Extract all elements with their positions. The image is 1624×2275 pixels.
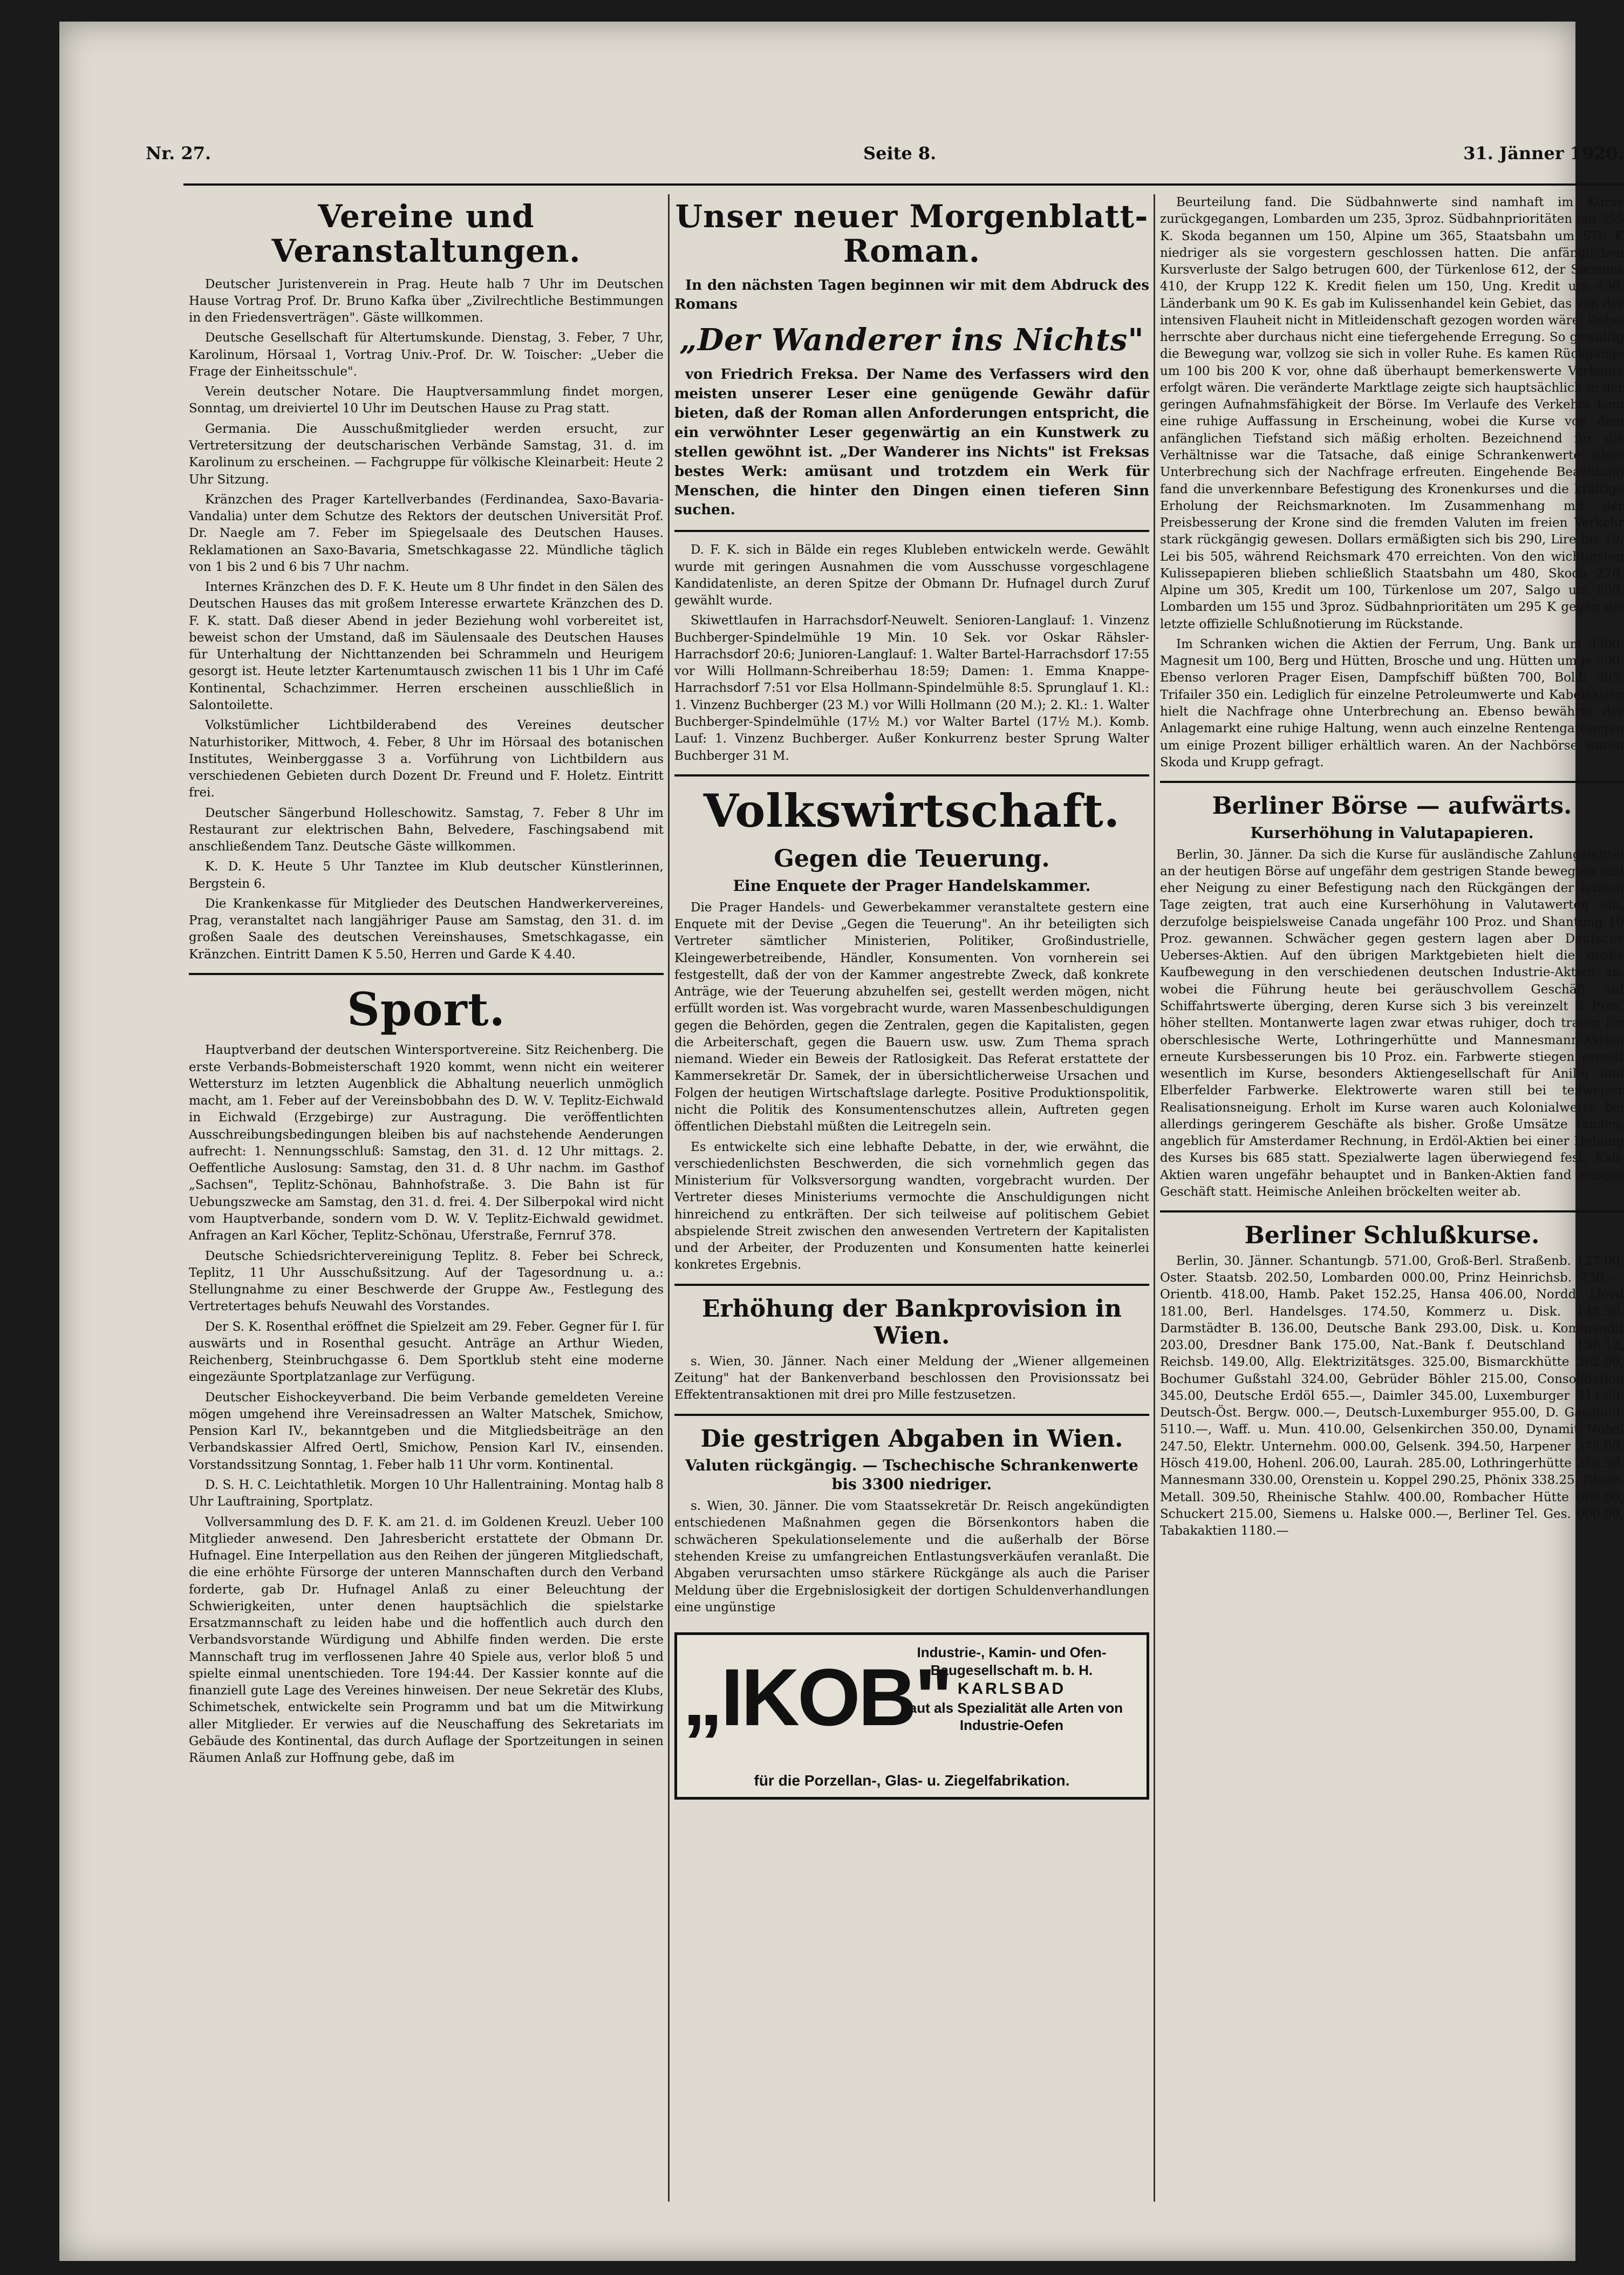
column-left [189, 194, 664, 2202]
vereine-item: Deutscher Sängerbund Holleschowitz. Samstag, 7. Feber 8 Uhr im Restaurant zur elektrischen Bahn, Belvedere, Faschingsabend mit anschließendem Tanz. Deutsche Gäste willkommen. [189, 806, 664, 854]
column-right [1160, 194, 1624, 2202]
sport-item: Hauptverband der deutschen Wintersportvereine. Sitz Reichenberg. Die erste Verbands-Bobmeisterschaft 1920 kommt, wenn nicht ein weiterer Wettersturz im letzten Augenblick die Abhaltung neuerlich unmöglich macht, am 1. Feber auf der Vereinsbobbahn des D. W. V. Teplitz-Eichwald in Eichwald (Erzgebirge) zur Austragung. Die veröffentlichten Ausschreibungsbedingungen bleiben bis auf nachstehende Aenderungen aufrecht: 1. Nennungsschluß: Samstag, den 31. d. 12 Uhr mittags. 2. Oeffentliche Auslosung: Samstag, den 31. d. 8 Uhr nachm. im Gasthof „Sachsen", Teplitz-Schönau, Bahnhofstraße. 3. Die Bahn ist für Uebungszwecke am Samstag, den 31. d. frei. 4. Der Silberpokal wird nicht vom Hauptverbande, sondern vom D. W. V. Teplitz-Eichwald gewidmet. Anfragen an Karl Köcher, Teplitz-Schönau, Uferstraße, Fernruf 378. [189, 1043, 664, 1243]
section-rule [1160, 781, 1624, 783]
abgaben-heading: Die gestrigen Abgaben in Wien. [700, 1425, 1123, 1453]
vereine-item: Verein deutscher Notare. Die Hauptversammlung findet morgen, Sonntag, um dreiviertel 10 Uhr im Deutschen Hause zu Prag statt. [189, 385, 664, 416]
schlusskurse-text: Berlin, 30. Jänner. Schantungb. 571.00, Groß-Berl. Straßenb. 127.00, Oster. Staatsb. 202.50, Lombarden 000.00, Prinz Heinrichsb. 730.—, Orientb. 418.00, Hamb. Paket 152.25, Hansa 406.00, Nordd. Lloyd 181.00, Berl. Handelsges. 174.50, Kommerz u. Disk. 148.50, Darmstädter B. 136.00, Deutsche Bank 293.00, Disk. u. Kommandit 203.00, Dresdner Bank 175.00, Nat.-Bank f. Deutschland 136.12, Reichsb. 149.00, Allg. Elektrizitätsges. 325.00, Bismarckhütte 362.00, Bochumer Gußstahl 324.00, Gebrüder Böhler 215.00, Consolidation 345.00, Deutsche Erdöl 655.—, Daimler 345.00, Luxemburger 314.50, Deutsch-Öst. Bergw. 000.—, Deutsch-Luxemburger 955.00, D. Gasglühl. 5110.—, Waff. u. Mun. 410.00, Gelsenkirchen 350.00, Dynamit Nobel 247.50, Elektr. Unternehm. 000.00, Gelsenk. 394.50, Harpener 378.00, Hösch 419.00, Hohenl. 206.00, Laurah. 285.00, Lothringerhütte 356.50, Mannesmann 330.00, Orenstein u. Koppel 290.25, Phönix 338.25, Rhein-Metall. 309.50, Rheinische Stahlw. 400.00, Rombacher Hütte 000.00, Schuckert 215.00, Siemens u. Halske 000.—, Berliner Tel. Ges. 000.00, Tabakaktien 1180.— [1160, 1254, 1624, 1538]
ski-item: D. F. K. sich in Bälde ein reges Klubleben entwickeln werde. Gewählt wurde mit geringen Ausnahmen die vom Ausschusse vorgeschlagene Kandidatenliste, an deren Spitze der Obmann Dr. Hufnagel durch Zuruf gewählt wurde. [674, 543, 1149, 608]
ad-specialty: baut als Spezialität alle Arten von [900, 1699, 1123, 1716]
column-middle [674, 194, 1149, 2202]
teuerung-heading: Gegen die Teuerung. [774, 845, 1050, 873]
berliner-text: Berlin, 30. Jänner. Da sich die Kurse für ausländische Zahlungsmittel an der heutigen Börse auf ungefähr dem gestrigen Stande bewegten und eher Neigung zu einer Befestigung nach den Rückgängen der letzten Tage zeigten, trat auch eine Kurserhöhung in Valutawerten ein, derzufolge beispielsweise Canada ungefähr 100 Proz. und Shantung 10 Proz. gewannen. Schwächer gegen gestern lagen aber Deutsche Ueberses-Aktien. Auf den übrigen Marktgebieten hielt die große Kaufbewegung in den verschiedenen deutschen Industrie-Aktien an, wobei die Führung heute bei geräuschvollem Geschäft auf Schiffahrtswerte überging, deren Kurse sich 3 bis vereinzelt 8 Proz. höher stellten. Montanwerte lagen zwar etwas ruhiger, doch traten für oberschlesische Werte, Lothringerhütte und Mannesmann-Aktien erneute Kursbesserungen bis 10 Proz. ein. Farbwerte stiegen erneut wesentlich im Kurse, besonders Aktiengesellschaft für Anilin und Elberfelder Farbwerke. Elektrowerte waren still bei teilweiser Realisationsneigung. Erholt im Kurse waren auch Kolonialwerte bei allerdings geringerem Geschäfte als bisher. Große Umsätze fanden, angeblich für Amsterdamer Rechnung, in Erdöl-Aktien bei einer Hebung des Kurses bis 685 statt. Spezialwerte lagen überwiegend fest, Kali-Aktien waren ungefähr behauptet und in Banken-Aktien fand einiges Geschäft statt. Heimische Anleihen bröckelten weiter ab. [1160, 847, 1624, 1199]
bankprovision-heading: Erhöhung der Bankprovision in Wien. [702, 1295, 1122, 1350]
vereine-item: Volkstümlicher Lichtbilderabend des Vereines deutscher Naturhistoriker, Mittwoch, 4. Feber, 8 Uhr im Hörsaal des botanischen Institutes, Weinberggasse 3 a. Vorführung von Lichtbildern aus verschiedenen Gebieten durch Dozent Dr. Freund und F. Holetz. Eintritt frei. [189, 718, 664, 800]
header-rule [183, 183, 1624, 186]
ad-company [882, 1644, 1141, 1734]
bankprovision-text: s. Wien, 30. Jänner. Nach einer Meldung der „Wiener allgemeinen Zeitung" hat der Bankenverband beschlossen den Provisionssatz bei Effektentransaktionen mit drei pro Mille festzusetzen. [674, 1354, 1149, 1402]
vereine-item: Die Krankenkasse für Mitglieder des Deutschen Handwerkervereines, Prag, veranstaltet nach langjähriger Pause am Samstag, den 31. d. im großen Saale des deutschen Vereinshauses, Smetschkagasse, ein Kränzchen. Eintritt Damen K 5.50, Herren und Garde K 4.40. [189, 896, 664, 962]
sport-item: Vollversammlung des D. F. K. am 21. d. im Goldenen Kreuzl. Ueber 100 Mitglieder anwesend. Den Jahresbericht erstattete der Obmann Dr. Hufnagel. Eine Interpellation aus den Reihen der jüngeren Mitgliedschaft, die eine erhöhte Fürsorge der unteren Mannschaften durch den Verband forderte, gab Dr. Hufnagel Anlaß zu einer Beleuchtung der Schwierigkeiten, unter denen hauptsächlich die spielstarke Ersatzmannschaft zu leiden habe und die hoffentlich auch durch den Verbandsvorstande Würdigung und Abhilfe finden werden. Die erste Mannschaft trug im verflossenen Jahre 40 Spiele aus, verlor bloß 5 und spielte einmal unentschieden. Tore 194:44. Der Kassier konnte auf die finanziell gute Lage des Vereines hinweisen. Der neue Sekretär des Klubs, Schimetschek, entwickelte sein Programm und bat um die Mitwirkung aller Mitglieder. Er verwies auf die Neuschaffung des Sekretariats im Gebäude des Kontinental, das durch Auflage der Sportzeitungen in seinen Räumen Anlaß zur Hoffnung gebe, daß im [189, 1515, 664, 1766]
sport-item: Deutsche Schiedsrichtervereinigung Teplitz. 8. Feber bei Schreck, Teplitz, 11 Uhr Ausschußsitzung. Auf der Tagesordnung u. a.: Stellungnahme zu einer Beschwerde der Gruppe Aw., Festlegung des Vertretertages behufs Neuwahl des Vorstandes. [189, 1249, 664, 1314]
page-number: Seite 8. [863, 143, 937, 164]
issue-number: Nr. 27. [146, 143, 211, 164]
ad-footer: für die Porzellan-, Glas- u. Ziegelfabrikation. [754, 1772, 1070, 1789]
vereine-item: Germania. Die Ausschußmitglieder werden ersucht, zur Vertretersitzung der deutscharischen Verbände Samstag, 31. d. im Karolinum zu erscheinen. — Fachgruppe für völkische Kleinarbeit: Heute 2 Uhr Sitzung. [189, 421, 664, 487]
column-divider [1154, 194, 1155, 2202]
teuerung-text: Die Prager Handels- und Gewerbekammer veranstaltete gestern eine Enquete mit der Devise „Gegen die Teuerung". An ihr beteiligten sich Vertreter sämtlicher Ministerien, Politiker, Großindustrielle, Kleingewerbetreibende, Händler, Konsumenten. Von vornherein sei festgestellt, daß der von der Kammer angestrebte Zweck, daß konkrete Anträge, wie der Teuerung abzuhelfen sei, gestellt werden mögen, nicht erfüllt worden ist. Was vorgebracht wurde, waren Massenbeschuldigungen gegen die Behörden, gegen die Zentralen, gegen die Kapitalisten, gegen die Arbeiterschaft, gegen die Bauern usw. usw. Zum Thema sprach niemand. Wieder ein Beweis der Ratlosigkeit. Das Referat erstattete der Kammersekretär Dr. Samek, der in übersichtlicherweise Ursachen und Folgen der heutigen Wirtschaftslage darlegte. Positive Produktionspolitik, nicht die Politik des Konsumentenschutzes allein, Auftreten gegen öffentlichen Diebstahl müßten die Leitregeln sein. [674, 900, 1149, 1134]
ikob-logo: „IKOB" [683, 1652, 951, 1743]
section-rule [189, 973, 664, 975]
boerse-text: Beurteilung fand. Die Südbahnwerte sind namhaft im Kurse zurückgegangen, Lombarden um 235, 3proz. Südbahnprioritäten um 355 K. Skoda begannen um 150, Alpine um 365, Staatsbahn um 570 K niedriger als sie vorgestern geschlossen hatten. Die anfänglichen Kursverluste der Salgo betrugen 600, der Türkenlose 612, der Siemens 410, der Krupp 122 K. Kredit fielen um 150, Ung. Kredit um 490, Länderbank um 90 K. Es gab im Kulissenhandel kein Gebiet, das von der intensiven Flauheit nicht in Mitleidenschaft gezogen worden wäre. Dabei herrschte aber durchaus nicht eine tiefergehende Erregung. So gewaltig die Bewegung war, vollzog sie sich in voller Ruhe. Es kamen Rückgänge um 100 bis 200 K vor, ohne daß überhaupt bemerkenswerte Verkäufe erfolgt wären. Die veränderte Marktlage zeigte sich hauptsächlich in der geringen Aufnahmsfähigkeit der Börse. Im Verlaufe des Verkehrs kam eine ruhige Auffassung in Erscheinung, wobei die Kurse von dem anfänglichen Tiefstand sich mäßig erholten. Bezeichnend für die Verhältnisse war die Tatsache, daß einige Schrankenwerte ohne Unterbrechung sich der Nachfrage erfreuten. Eingehende Beachtung fand die unverkennbare Befestigung des Kronenkurses und die kräftige Erholung der Reichsmarknoten. Im Zusammenhang mit der Preisbesserung der Krone sind die fremden Valuten im freien Verkehr stark rückgängig gewesen. Dollars ermäßigten sich bis 290, Lire bis 19, Lei bis 505, während Reichsmark 470 erreichten. Von den wichtigsten Kulissepapieren blieben schließlich Staatsbahn um 480, Skoda 270, Alpine um 305, Kredit um 100, Türkenlose um 207, Salgo um 800, Lombarden um 155 und 3proz. Südbahnprioritäten um 295 K gegen die letzte offizielle Schlußnotierung im Rückstande. [1160, 195, 1624, 631]
ad-company-name: Industrie-, Kamin- und Ofen-Baugesellschaft m. b. H. [917, 1644, 1107, 1678]
section-rule [674, 1414, 1149, 1416]
vereine-item: Deutscher Juristenverein in Prag. Heute halb 7 Uhr im Deutschen Hause Vortrag Prof. Dr. Bruno Kafka über „Zivilrechtliche Bestimmungen in den Friedensverträgen". Gäste willkommen. [189, 277, 664, 325]
sport-item: Der S. K. Rosenthal eröffnet die Spielzeit am 29. Feber. Gegner für I. für auswärts und in Rosenthal gesucht. Anträge an Arthur Wieden, Reichenberg, Steinbruchgasse 6. Dem Sportklub steht eine moderne eingezäunte Sportplatzanlage zur Verfügung. [189, 1319, 664, 1385]
berliner-heading: Berliner Börse — aufwärts. [1212, 792, 1572, 820]
column-divider [668, 194, 670, 2202]
sport-item: D. S. H. C. Leichtathletik. Morgen 10 Uhr Hallentraining. Montag halb 8 Uhr Lauftraining, Sportplatz. [189, 1477, 664, 1509]
issue-date: 31. Jänner 1920. [1463, 143, 1624, 164]
page-header [146, 138, 1624, 170]
novel-title: „Der Wanderer ins Nichts" [679, 322, 1144, 358]
boerse-text: Im Schranken wichen die Aktien der Ferrum, Ung. Bank um 3300, Magnesit um 100, Berg und Hütten, Brosche und ung. Hütten um je 500. Ebenso verloren Prager Eisen, Dampfschiff büßten 700, Boldi 395, Trifailer 350 ein. Lediglich für einzelne Petroleumwerte und Kabelaktien hielt die Nachfrage ohne Unterbrechung an. Ebenso bewährte der Anlagemarkt eine ruhige Haltung, wenn auch einzelne Rentengattungen um einige Prozent billiger erhältlich waren. An der Nachbörse waren Skoda und Krupp gefragt. [1160, 637, 1624, 769]
ikob-advertisement [674, 1632, 1149, 1800]
vereine-item: K. D. K. Heute 5 Uhr Tanztee im Klub deutscher Künstlerinnen, Bergstein 6. [189, 860, 664, 891]
roman-text: von Friedrich Freksa. Der Name des Verfassers wird den meisten unserer Leser eine genügende Gewähr dafür bieten, daß der Roman allen Anforderungen entspricht, die ein verwöhnter Leser gegenwärtig an ein Kunstwerk zu stellen gewöhnt ist. „Der Wanderer ins Nichts" ist Freksas bestes Werk: amüsant und trotzdem ein Werk für Menschen, die hinter den Dingen einen tieferen Sinn suchen. [674, 366, 1149, 519]
sport-heading: Sport. [347, 982, 506, 1036]
volkswirtschaft-heading: Volkswirtschaft. [703, 784, 1121, 837]
section-rule [674, 774, 1149, 777]
teuerung-text: Es entwickelte sich eine lebhafte Debatte, in der, wie erwähnt, die verschiedenlichsten Beschwerden, die sich vornehmlich gegen das Ministerium für Volksversorgung wandten, vorgebracht wurden. Der Vertreter dieses Ministeriums vermochte die Anschuldigungen nicht hinreichend zu entkräften. Der sich teilweise auf politischem Gebiet abspielende Streit zwischen den anwesenden Vertretern der Kapitalisten und der Arbeiter, der Produzenten und Konsumenten hatte keinerlei konkretes Ergebnis. [674, 1140, 1149, 1272]
section-rule [1160, 1210, 1624, 1213]
vereine-heading: Vereine und Veranstaltungen. [271, 198, 581, 269]
vereine-item: Kränzchen des Prager Kartellverbandes (Ferdinandea, Saxo-Bavaria-Vandalia) unter dem Schutze des Rektors der deutschen Universität Prof. Dr. Naegle am 7. Feber im Spiegelsaale des Deutschen Hauses. Reklamationen an Saxo-Bavaria, Smetschkagasse 22. Mündliche täglich von 1 bis 2 und 6 bis 7 Uhr nachm. [189, 492, 664, 574]
schlusskurse-heading: Berliner Schlußkurse. [1244, 1222, 1540, 1250]
section-rule [674, 530, 1149, 532]
roman-heading: Unser neuer Morgenblatt-Roman. [675, 198, 1149, 269]
roman-intro: In den nächsten Tagen beginnen wir mit dem Abdruck des Romans [674, 277, 1149, 313]
newspaper-page [59, 22, 1624, 2261]
section-rule [674, 1284, 1149, 1286]
teuerung-subheading: Eine Enquete der Prager Handelskammer. [733, 876, 1091, 895]
ad-product: Industrie-Oefen [959, 1717, 1064, 1734]
ski-item: Skiwettlaufen in Harrachsdorf-Neuwelt. Senioren-Langlauf: 1. Vinzenz Buchberger-Spindelmühle 19 Min. 10 Sek. vor Oskar Rähsler-Harrachsdorf 20:6; Junioren-Langlauf: 1. Walter Bartel-Harrachsdorf 17:55 vor Willi Hollmann-Schreiberhau 18:59; Damen: 1. Emma Knappe-Harrachsdorf 7:51 vor Elsa Hollmann-Spindelmühle 8:5. Sprunglauf 1. Kl.: 1. Vinzenz Buchberger (23 M.) vor Willi Hollmann (20 M.); 2. Kl.: 1. Walter Buchberger-Spindelmühle (17½ M.) vor Walter Bartel (17½ M.). Komb. Lauf: 1. Vinzenz Buchberger. Außer Konkurrenz bester Sprung Walter Buchberger 31 M. [674, 614, 1149, 763]
sport-item: Deutscher Eishockeyverband. Die beim Verbande gemeldeten Vereine mögen umgehend ihre Vereinsadressen an Walter Matschek, Smichow, Pension Karl IV., bekanntgeben und die Mitgliedsbeiträge an den Verbandskassier Alfred Oertl, Smichow, Pension Karl IV., einsenden. Vorstandssitzung Sonntag, 1. Feber halb 11 Uhr vorm. Kontinental. [189, 1390, 664, 1472]
berliner-subheading: Kurserhöhung in Valutapapieren. [1250, 823, 1534, 842]
ad-city: KARLSBAD [957, 1680, 1066, 1698]
vereine-item: Internes Kränzchen des D. F. K. Heute um 8 Uhr findet in den Sälen des Deutschen Hauses das mit großem Interesse erwartete Kränzchen des D. F. K. statt. Daß dieser Abend in jeder Beziehung wohl vorbereitet ist, beweist schon der Umstand, daß im Säulensaale des Deutschen Hauses für Unterhaltung der Nichttanzenden bei Schrammeln und Heurigem gesorgt ist. Heute letzter Kartenumtausch zwischen 11 bis 1 Uhr im Café Kontinental, Schachzimmer. Herren erscheinen ausschließlich in Salontoilette. [189, 580, 664, 712]
abgaben-text: s. Wien, 30. Jänner. Die vom Staatssekretär Dr. Reisch angekündigten entschiedenen Maßnahmen gegen die Börsenkontors haben die schwächeren Spekulationselemente und die außerhalb der Börse stehenden Kreise zu umfangreichen Entlastungsverkäufen veranlaßt. Die Abgaben verursachten umso stärkere Rückgänge als auch die Pariser Meldung über die Ergebnislosigkeit der dortigen Schuldenverhandlungen eine ungünstige [674, 1499, 1149, 1615]
abgaben-subheading: Valuten rückgängig. — Tschechische Schrankenwerte bis 3300 niedriger. [685, 1456, 1138, 1494]
vereine-item: Deutsche Gesellschaft für Altertumskunde. Dienstag, 3. Feber, 7 Uhr, Karolinum, Hörsaal 1, Vortrag Univ.-Prof. Dr. W. Toischer: „Ueber die Frage der Einheitsschule". [189, 331, 664, 379]
